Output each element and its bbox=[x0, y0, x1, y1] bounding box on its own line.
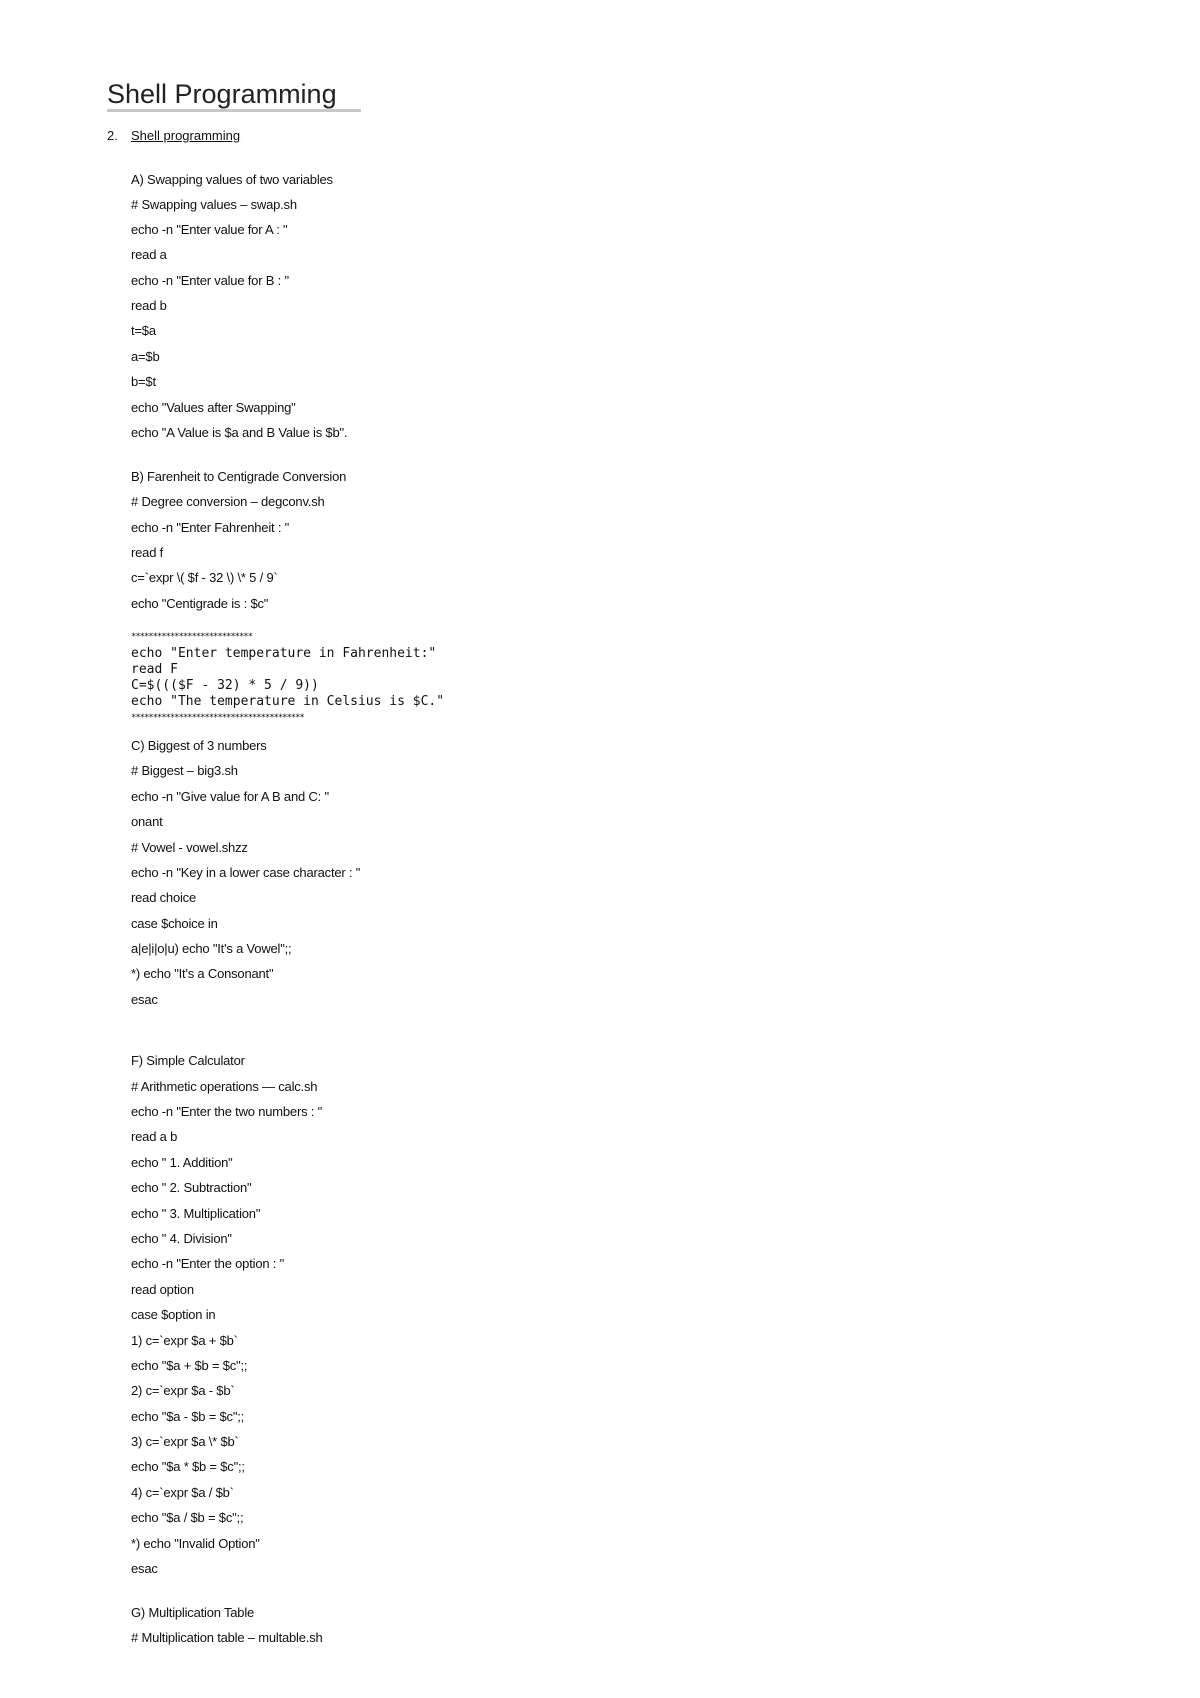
code-line: esac bbox=[131, 1561, 158, 1576]
separator-stars: **************************************** bbox=[131, 713, 304, 723]
code-line: a|e|i|o|u) echo "It's a Vowel";; bbox=[131, 941, 292, 956]
code-line-mono: C=$((($F - 32) * 5 / 9)) bbox=[131, 678, 319, 693]
code-line: echo -n "Enter the option : " bbox=[131, 1256, 285, 1271]
code-line: echo " 2. Subtraction" bbox=[131, 1180, 252, 1195]
page-title: Shell Programming bbox=[107, 79, 337, 109]
code-line: echo "$a - $b = $c";; bbox=[131, 1409, 245, 1424]
code-line: echo "$a + $b = $c";; bbox=[131, 1358, 248, 1373]
code-line: read b bbox=[131, 298, 167, 313]
code-line: 4) c=`expr $a / $b` bbox=[131, 1485, 234, 1500]
code-line: echo -n "Enter the two numbers : " bbox=[131, 1104, 323, 1119]
code-line: echo " 1. Addition" bbox=[131, 1155, 233, 1170]
code-line: echo "Values after Swapping" bbox=[131, 400, 296, 415]
code-line: # Degree conversion – degconv.sh bbox=[131, 494, 325, 509]
code-line: # Multiplication table – multable.sh bbox=[131, 1630, 323, 1645]
code-line: read choice bbox=[131, 890, 197, 905]
code-line: echo "A Value is $a and B Value is $b". bbox=[131, 425, 348, 440]
code-line: c=`expr \( $f - 32 \) \* 5 / 9` bbox=[131, 570, 278, 585]
code-line: # Vowel - vowel.shzz bbox=[131, 840, 248, 855]
code-line-mono: echo "The temperature in Celsius is $C." bbox=[131, 694, 445, 709]
subsection-title-degconv: B) Farenheit to Centigrade Conversion bbox=[131, 469, 347, 484]
code-line: echo -n "Enter value for B : " bbox=[131, 273, 289, 288]
code-line: *) echo "Invalid Option" bbox=[131, 1536, 260, 1551]
subsection-title-swap: A) Swapping values of two variables bbox=[131, 172, 333, 187]
code-line: echo -n "Enter Fahrenheit : " bbox=[131, 520, 290, 535]
code-line: b=$t bbox=[131, 374, 156, 389]
code-line: 3) c=`expr $a \* $b` bbox=[131, 1434, 239, 1449]
separator-stars: **************************** bbox=[131, 632, 252, 642]
code-line: echo -n "Enter value for A : " bbox=[131, 222, 288, 237]
subsection-title-calc: F) Simple Calculator bbox=[131, 1053, 245, 1068]
code-line: case $option in bbox=[131, 1307, 216, 1322]
code-line: read a bbox=[131, 247, 167, 262]
code-line-mono: read F bbox=[131, 662, 178, 677]
code-line: echo " 3. Multiplication" bbox=[131, 1206, 261, 1221]
subsection-title-biggest: C) Biggest of 3 numbers bbox=[131, 738, 267, 753]
code-line: echo "$a * $b = $c";; bbox=[131, 1459, 245, 1474]
code-line: read a b bbox=[131, 1129, 178, 1144]
code-line: a=$b bbox=[131, 349, 160, 364]
code-line-mono: echo "Enter temperature in Fahrenheit:" bbox=[131, 646, 437, 661]
section-heading bbox=[107, 128, 240, 144]
code-line: case $choice in bbox=[131, 916, 218, 931]
code-line: esac bbox=[131, 992, 158, 1007]
code-line: # Biggest – big3.sh bbox=[131, 763, 238, 778]
code-line: *) echo "It's a Consonant" bbox=[131, 966, 274, 981]
code-line: read option bbox=[131, 1282, 194, 1297]
code-line: read f bbox=[131, 545, 164, 560]
code-line: t=$a bbox=[131, 323, 156, 338]
code-line: 2) c=`expr $a - $b` bbox=[131, 1383, 235, 1398]
code-line: echo "Centigrade is : $c" bbox=[131, 596, 269, 611]
title-underline bbox=[107, 109, 361, 112]
code-line: 1) c=`expr $a + $b` bbox=[131, 1333, 238, 1348]
subsection-title-multable: G) Multiplication Table bbox=[131, 1605, 255, 1620]
code-line: echo -n "Key in a lower case character : " bbox=[131, 865, 361, 880]
code-line: echo " 4. Division" bbox=[131, 1231, 232, 1246]
section-number: 2. bbox=[107, 128, 118, 143]
code-line: onant bbox=[131, 814, 163, 829]
code-line: # Arithmetic operations — calc.sh bbox=[131, 1079, 318, 1094]
code-line: echo "$a / $b = $c";; bbox=[131, 1510, 244, 1525]
code-line: # Swapping values – swap.sh bbox=[131, 197, 297, 212]
code-line: echo -n "Give value for A B and C: " bbox=[131, 789, 329, 804]
section-title: Shell programming bbox=[131, 128, 241, 143]
